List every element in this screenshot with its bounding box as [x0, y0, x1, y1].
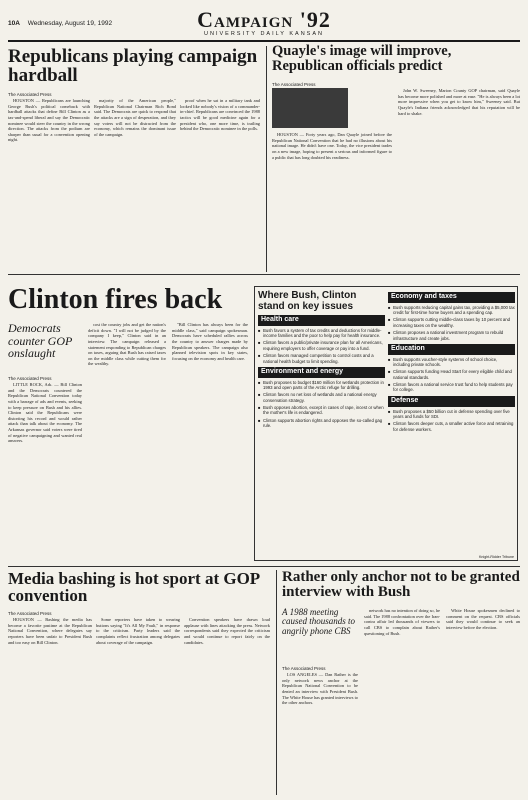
issue-position: ■ Bush proposes to budget $160 million for wetlands protection in 1993 and open parts of the Arctic refuge for drilling. — [258, 380, 385, 391]
story1-column-3: proof when he sat in a military tank and looked like nobody's vision of a commander-in-chief. Republicans are convinced the 1988 tactics will be good medicine again for a president who, one more time, is trailing behind the Democratic nominee in the polls. — [180, 98, 260, 132]
column-divider — [266, 46, 267, 272]
issue-heading: Education — [388, 344, 515, 355]
paper-name: UNIVERSITY DAILY KANSAN — [204, 31, 324, 37]
story1-headline: Republicans playing campaign hardball — [8, 46, 258, 87]
issue-heading: Environment and energy — [258, 367, 385, 378]
story5-column-3: White House spokesmen declined to comment on the request. CBS officials said they would continue to seek an interview before the election. — [446, 608, 520, 630]
issue-heading: Economy and taxes — [388, 292, 515, 303]
quayle-photo — [272, 88, 348, 128]
issue-position: ■ Clinton supports abortion rights and opposes the so-called gag rule. — [258, 418, 385, 429]
story3-byline: The Associated Press — [8, 376, 52, 381]
issue-heading: Defense — [388, 396, 515, 407]
story5-column-2: network has no intention of doing so, he said. The 1988 confrontation over the Iran-contra affair led thousands of viewers to call CBS to complain about Rather's questioning of Bush. — [364, 608, 440, 636]
issue-heading: Health care — [258, 315, 385, 326]
issue-position: ■ Clinton favors a national service trust fund to help students pay for college. — [388, 382, 515, 393]
issue-position: ■ Clinton supports funding Head Start for every eligible child and national standards. — [388, 369, 515, 380]
issue-position: ■ Clinton proposes a national investment program to rebuild infrastructure and create jobs. — [388, 330, 515, 341]
story4-column-1: HOUSTON — Bashing the media has become a favorite pastime at the Republican National Convention, where delegates say reporters have been unfair to President Bush and too easy on Bill Clinton. — [8, 617, 92, 645]
masthead — [8, 4, 520, 42]
issue-position: ■ Clinton favors no net loss of wetlands and a national energy conservation strategy. — [258, 392, 385, 403]
story5-headline: Rather only anchor not to be granted interview with Bush — [282, 569, 520, 601]
story3-column-3: "Bill Clinton has always been for the middle class," said campaign spokesman. Democrats have scheduled rallies across the country to answer charges made by Republican speakers. The campaign also planned television spots in key states, focusing on the economy and health care. — [172, 322, 248, 361]
issue-position: ■ Bush supports reducing capital gains tax, providing a $5,000 tax credit for first-time home buyers and a spending cap. — [388, 305, 515, 316]
story4-headline: Media bashing is hot sport at GOP convention — [8, 569, 260, 606]
story3-headline: Clinton fires back — [8, 284, 223, 315]
issues-box-title: Where Bush, Clinton stand on key issues — [258, 290, 357, 312]
story2-headline: Quayle's image will improve, Republican officials predict — [272, 43, 452, 74]
story2-column-1: HOUSTON — Forty years ago, Dan Quayle joined before the Republican National Convention that he had no illusions about his national image. He didn't have one. Today, the vice president trades on a new image, hoping to present a serious and informed figure to a public that has long doubted his readiness. — [272, 132, 392, 160]
story2-column-2: John W. Sweeney, Marion County GOP chairman, said Quayle has become more polished and more at ease. "He is always been a lot more impressive when you get to know him," Sweeney said. But Quayle's Indiana friends acknowledged that his reputation will be hard to shake. — [398, 88, 520, 116]
issue-position: ■ Clinton favors deeper cuts, a smaller active force and retraining for defense workers. — [388, 421, 515, 432]
issue-position: ■ Clinton favors managed competition to control costs and a national health budget to limit spending. — [258, 353, 385, 364]
page-number: 10A — [8, 20, 20, 27]
story5-column-1: LOS ANGELES — Dan Rather is the only network news anchor at the Republican National Convention to be denied an interview with President Bush. The White House has granted interviews to the other anchors. — [282, 672, 358, 706]
issue-position: ■ Clinton favors a public/private insurance plan for all Americans, requiring employers to offer coverage or pay into a fund. — [258, 340, 385, 351]
story4-byline: The Associated Press — [8, 611, 52, 616]
story3-column-2: cost the country jobs and get the nation's deficit down. "I will not be judged by the company I keep," Clinton said in an interview. The campaign released a statement responding to Republican charges on taxes, arguing that Bush has raised taxes on the middle class while cutting them for the wealthy. — [88, 322, 166, 367]
column-divider — [276, 570, 277, 795]
issue-date: Wednesday, August 19, 1992 — [27, 20, 113, 27]
story3-column-1: LITTLE ROCK, Ark. — Bill Clinton and the Democrats countered the Republican National Convention today with a barrage of ads and events, seeking to keep pressure on Bush and his allies. Clinton said the Republicans were distorting his record and would rather attack than talk about the economy. The Arkansas governor said voters were tired of negative campaigning and wanted real answers. — [8, 382, 82, 444]
issues-box — [254, 286, 518, 561]
issue-position: ■ Bush opposes abortion, except in cases of rape, incest or when the mother's life is endangered. — [258, 405, 385, 416]
story5-byline: The Associated Press — [282, 666, 326, 671]
issues-column-left — [258, 289, 385, 431]
issue-position: ■ Bush proposes a $50 billion cut in defense spending over five years and funds for SDI. — [388, 409, 515, 420]
issue-position: ■ Clinton supports cutting middle-class taxes by 10 percent and increasing taxes on the wealthy. — [388, 317, 515, 328]
section-title: Campaign '92 — [197, 7, 331, 32]
story1-column-2: majority of the American people," Republican National Chairman Rich Bond said. The Democrats are quick to respond that the attacks are a sign of desperation, and they say voters will not be distracted from the economy, which remains the dominant issue of the campaign. — [94, 98, 176, 137]
newspaper-page — [8, 4, 520, 796]
story4-column-2: Some reporters have taken to wearing buttons saying "It's All My Fault," in response to the criticism. Party leaders said the complaints reflect frustration among delegates about coverage of the campaign. — [96, 617, 180, 645]
story3-subhead: Democrats counter GOP onslaught — [8, 321, 73, 361]
graphic-credit: Knight-Ridder Tribune — [479, 555, 514, 559]
story1-column-1: HOUSTON — Republicans are launching George Bush's political comeback with hardball attacks that define Bill Clinton as a tax-and-spend liberal and say the Democratic nominee would steer the country in the wrong direction. The attacks from the podium are sharper than usual for a convention opening night. — [8, 98, 90, 143]
section-divider — [8, 566, 520, 567]
section-divider — [8, 274, 520, 275]
story4-column-3: Convention speakers have drawn loud applause with lines attacking the press. Network correspondents said they expected the criticism and would continue to report fairly on the candidates. — [184, 617, 270, 645]
issue-position: ■ Bush favors a system of tax credits and deductions for middle-income families and the poor to help pay for health insurance. — [258, 328, 385, 339]
issues-column-right — [388, 289, 515, 434]
issue-position: ■ Bush supports voucher-style systems of school choice, including private schools. — [388, 357, 515, 368]
story2-byline: The Associated Press — [272, 82, 316, 87]
story5-subhead: A 1988 meeting caused thousands to angrily phone CBS — [282, 607, 355, 636]
story1-byline: The Associated Press — [8, 92, 52, 97]
